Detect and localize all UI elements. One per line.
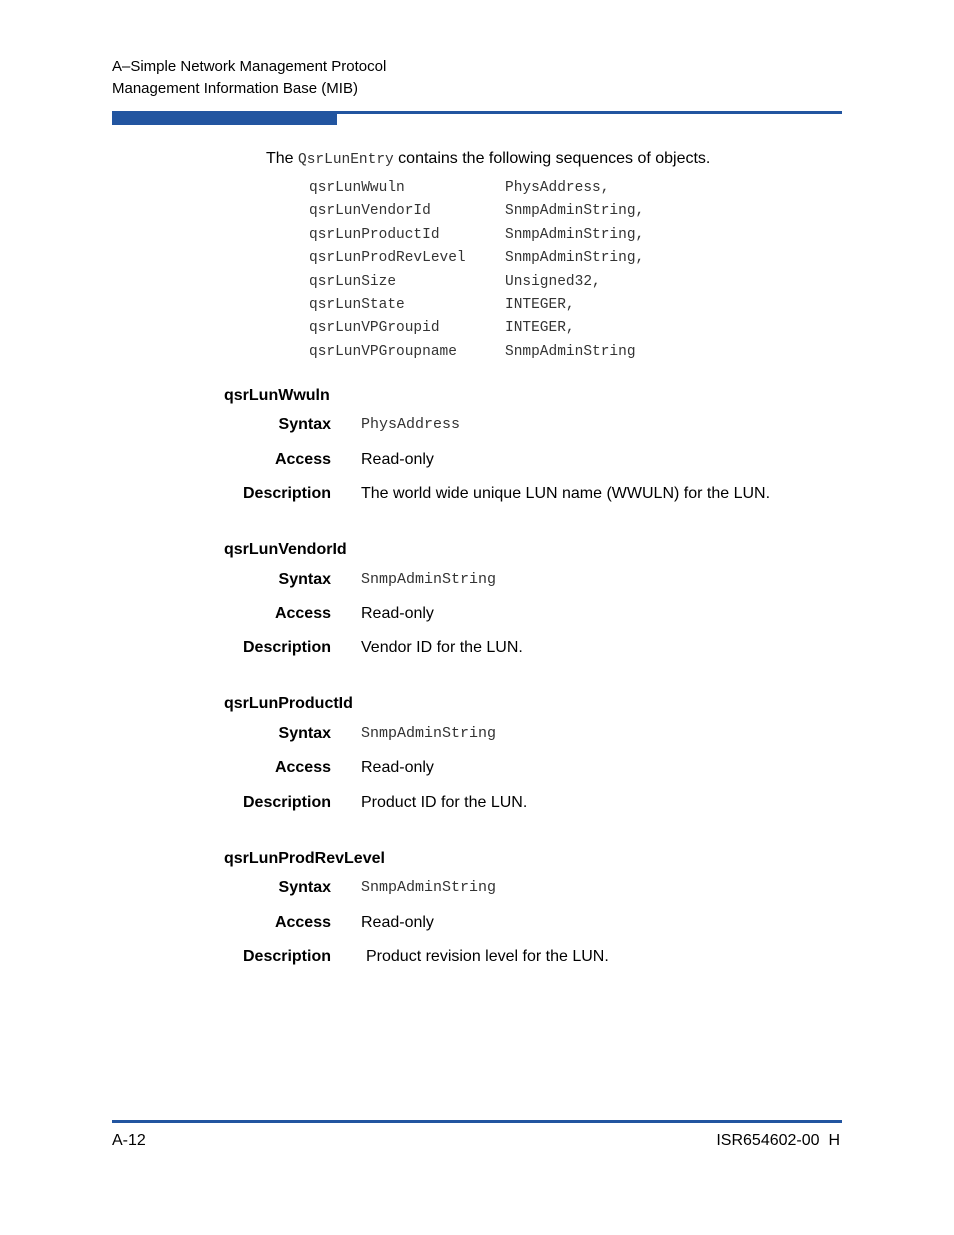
sequence-name: qsrLunSize — [309, 273, 397, 290]
syntax-value: SnmpAdminString — [361, 571, 497, 588]
sequence-name: qsrLunVendorId — [309, 203, 431, 220]
syntax-label: Syntax — [278, 416, 331, 433]
intro-suffix: contains the following sequences of objects. — [393, 150, 711, 167]
header-section-title: Management Information Base (MIB) — [112, 80, 358, 97]
intro-paragraph — [266, 149, 710, 170]
page-number: A-12 — [112, 1132, 146, 1149]
access-value: Read-only — [361, 759, 434, 776]
access-label: Access — [274, 605, 331, 622]
sequence-type: INTEGER, — [505, 296, 575, 313]
header-rule-block — [112, 111, 337, 125]
description-value: Vendor ID for the LUN. — [361, 639, 523, 656]
sequence-name: qsrLunWwuln — [309, 180, 405, 196]
sequence-name: qsrLunState — [309, 296, 405, 313]
syntax-value: SnmpAdminString — [361, 725, 497, 742]
access-label: Access — [274, 759, 331, 776]
object-title: qsrLunProductId — [224, 695, 353, 712]
sequence-name: qsrLunVPGroupname — [309, 343, 457, 360]
object-title: qsrLunProdRevLevel — [224, 850, 385, 867]
access-label: Access — [274, 914, 331, 931]
object-title: qsrLunVendorId — [224, 541, 347, 558]
sequence-type: PhysAddress, — [505, 180, 610, 196]
syntax-label: Syntax — [278, 879, 331, 896]
access-value: Read-only — [361, 914, 434, 931]
description-label: Description — [242, 639, 331, 656]
sequence-type: SnmpAdminString, — [505, 226, 645, 243]
intro-prefix: The — [266, 150, 299, 167]
description-value: The world wide unique LUN name (WWULN) for the LUN. — [361, 485, 771, 502]
sequence-type: SnmpAdminString — [505, 343, 636, 360]
description-value: Product revision level for the LUN. — [366, 948, 609, 965]
sequence-type: Unsigned32, — [505, 273, 601, 290]
sequence-type: SnmpAdminString, — [505, 250, 645, 267]
description-label: Description — [242, 485, 331, 502]
access-label: Access — [274, 451, 331, 468]
header-chapter-title: A–Simple Network Management Protocol — [112, 58, 387, 75]
sequence-name: qsrLunVPGroupid — [309, 320, 440, 337]
description-label: Description — [242, 794, 331, 811]
sequence-type: SnmpAdminString, — [505, 203, 645, 220]
access-value: Read-only — [361, 451, 434, 468]
intro-code: QsrLunEntry — [298, 152, 394, 168]
sequence-type: INTEGER, — [505, 320, 575, 337]
footer-rule — [112, 1120, 842, 1123]
document-number: ISR654602-00 H — [716, 1132, 840, 1149]
syntax-label: Syntax — [278, 571, 331, 588]
syntax-value: SnmpAdminString — [361, 879, 497, 896]
syntax-label: Syntax — [278, 725, 331, 742]
sequence-name: qsrLunProdRevLevel — [309, 250, 466, 267]
description-value: Product ID for the LUN. — [361, 794, 528, 811]
sequence-name: qsrLunProductId — [309, 226, 440, 243]
description-label: Description — [242, 948, 331, 965]
access-value: Read-only — [361, 605, 434, 622]
object-title: qsrLunWwuln — [224, 387, 330, 404]
syntax-value: PhysAddress — [361, 416, 461, 433]
